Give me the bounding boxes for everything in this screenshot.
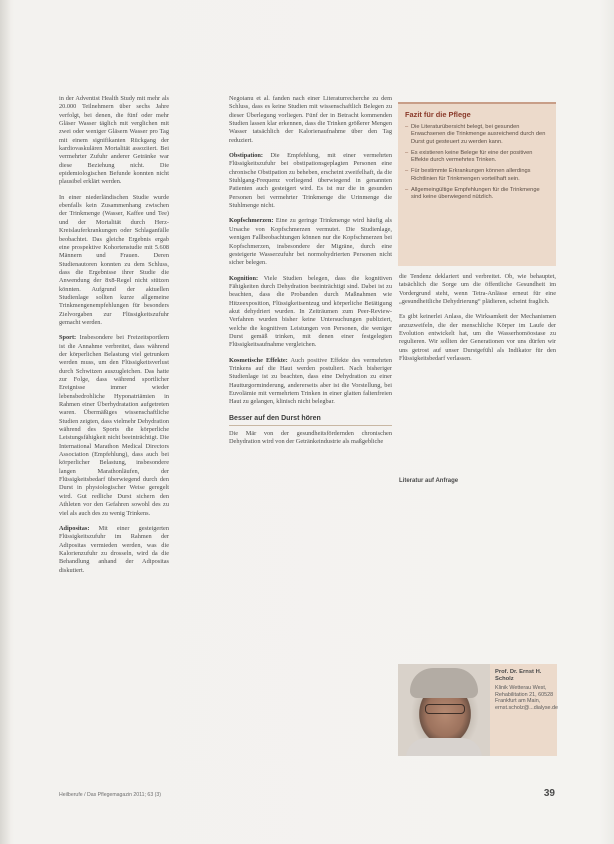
- author-glasses: [425, 704, 465, 714]
- fact-box-item: – Allgemeingültige Empfehlungen für die Trinkmenge sind keine überwiegend nützlich.: [405, 187, 540, 201]
- page-number: 39: [543, 788, 555, 799]
- paragraph: die Tendenz deklariert und verbreitet. Ob, wie behauptet, tatsächlich die Sorge um die öffentliche Gesundheit im Vordergrund steht, wenn Tetra-Anlässe erneut für eine „gesundheitliche Dehydrierung“ plädieren, scheint fraglich.: [399, 273, 556, 306]
- paragraph-adipositas: Adipositas: Mit einer gesteigerten Flüssigkeitszufuhr im Rahmen der Adipositas vermieden werden, was die Kalorienzufuhr zu drosseln, wird da die Behandlung anhand der Adipositas diskutiert.: [59, 524, 169, 574]
- author-box: [398, 664, 557, 756]
- section-heading: Besser auf den Durst hören: [229, 414, 321, 422]
- paragraph-lead: Kosmetische Effekte:: [229, 356, 288, 364]
- paragraph-obstipation: Obstipation: Die Empfehlung, mit einer vermehrten Flüssigkeitszufuhr bei obstipationsgeplagten Personen eine chronische Obstipation zu beheben, erscheint zweifelhaft, da die Stuhlgang-Frequenz vorliegend überwiegend in genannten Patienten auch gesteigert wird. Es ist nur die in gesunden Personen bei vermehrter Trinkmenge die Urinmenge die Stuhlmenge nicht.: [229, 152, 393, 210]
- paragraph: in der Adventist Health Study mit mehr als 20.000 Teilnehmern über sechs Jahre verfolgt, bei denen, die fünf oder mehr Gläser Wasser täglich mit verglichen mit zwei oder weniger Gläsern Wasser pro Tag mit einem signifikanten Rückgang der kardiovaskulären Mortalität assoziiert. Bei vermehrter Zufuhr anderer Getränke war diese Beziehung nicht. Die epidemiologischen Befunde konnten nicht plausibel erklärt werden.: [59, 95, 169, 186]
- paragraph-kognition: Kognition: Viele Studien belegen, dass die kognitiven Fähigkeiten durch Dehydration beeinträchtigt sind. Dabei ist zu beachten, dass die Probanden durch Maßnahmen wie Hitzeexposition, Flüssigkeitsentzug und körperliche Betätigung akut dehydriert wurden. In Zeiträumen zum Peer-Review-Verfahren wurden bisher keine Untersuchungen publiziert, welche die kognitiven Leistungen von Personen, die weniger Durst gemäß trinken, mit denen einer festgelegten Flüssigkeitsaufnahme vergleichen.: [229, 274, 392, 349]
- author-hair: [410, 668, 478, 698]
- paragraph-lead: Kopfschmerzen:: [229, 217, 274, 225]
- author-shirt: [406, 738, 482, 756]
- author-name: Prof. Dr. Ernst H. Scholz: [495, 669, 542, 682]
- page-footer: [59, 790, 555, 802]
- text-column-1: [59, 95, 169, 582]
- fact-box-title: Fazit für die Pflege: [405, 110, 471, 119]
- paragraph: Negoianu et al. fanden nach einer Literaturrecherche zu dem Schluss, dass es keine Studien mit wissenschaftlich Belegen zu dieser Überlegung vorliegen. Fünf der in Betracht kommenden Studien lassen klar erkennen, dass die Trinken größerer Mengen Wasser tatsächlich der Kalorienaufnahme über den Tag reduziert.: [229, 95, 392, 144]
- paragraph-lead: Obstipation:: [229, 152, 263, 160]
- author-photo: [398, 664, 490, 756]
- fact-box: [398, 102, 556, 266]
- fact-box-item: – Die Literaturübersicht belegt, bei gesunden Erwachsenen die Trinkmenge ausreichend durch den Durst gut gesteuert zu werden kann.: [405, 124, 546, 145]
- section-divider: [229, 425, 392, 426]
- paragraph-kosmetik: Kosmetische Effekte: Auch positive Effekte des vermehrten Trinkens auf die Haut werden postuliert. Nach bisheriger Studienlage ist zu beachten, dass eine Dehydration zu einer Hautturgorminderung, andererseits aber ist die Vorstellung, bei Euvolämie mit vermehrtem Trinken in einer glatten faltenfreien Haut zu gelangen, klinisch nicht belegbar.: [229, 356, 392, 406]
- paragraph-lead: Kognition:: [229, 274, 259, 282]
- paragraph: In einer niederländischen Studie wurde ebenfalls kein Zusammenhang zwischen der Trinkmenge (Wasser, Kaffee und Tee) und der Mortalität durch Herz-Kreislauferkrankungen oder Schlaganfälle beobachtet. Das gleiche Ergebnis ergab eine prospektive Kohortenstudie mit 5.608 Männern und Frauen. Deren Studienautoren konnten zu dem Schluss, dass die Ergebnisse ihrer Studie die Anwendung der 8x8-Regel nicht stützen könnten. Aufgrund der aktuellen Studienlage sollten kurze allgemeine Trinkmengenempfehlungen für besonders Zielvorgaben zur Flüssigkeitszufuhr gemacht werden.: [59, 193, 169, 326]
- paragraph: Es gibt keinerlei Anlass, die Wirksamkeit der Mechanismen anzuzweifeln, die der menschliche Körper im Laufe der Evolution entwickelt hat, um die Wasserhomöostase zu regulieren. Wir sollten der Generationen vor uns dürfen wir uns getrost auf unser Durstgefühl als Indikator für den Flüssigkeitsbedarf verlassen.: [399, 313, 556, 363]
- literature-note: Literatur auf Anfrage: [399, 478, 459, 484]
- paragraph-lead: Sport:: [59, 334, 77, 342]
- text-column-3: [399, 273, 556, 370]
- paragraph: Die Mär von der gesundheitsfördernden chronischen Dehydration wird von der Getränkeindustrie als maßgebliche: [229, 429, 392, 446]
- paragraph-lead: Adipositas:: [59, 524, 90, 532]
- text-column-2: [229, 95, 392, 453]
- author-address: Klinik Wetterau West, Rehabilitation 21, 60528 Frankfurt am Main, ernst.scholz@...dialyse.de: [495, 685, 559, 711]
- page-binding-shadow: [0, 0, 10, 844]
- fact-box-item: – Es existieren keine Belege für eine der positiven Effekte durch vermehrtes Trinken.: [405, 149, 533, 164]
- paragraph-sport: Sport: Insbesondere bei Freizeitsportlern ist die Annahme verbreitet, dass während der körperlichen Belastung viel getrunken werden muss, um den Flüssigkeitsverlust durch Schwitzen auszugleichen. Das hatte zur Folge, dass während sportlicher Ereignisse immer wieder lebensbedrohliche Hyponatriämien in Rahmen einer Überhydratation aufgetreten waren. Übermäßiges wissenschaftliche Studien zeigten, dass vielmehr Dehydration während des Sports die körperliche Leistungsfähigkeit nicht beeinträchtigt. Die International Marathon Medical Directors Association (Empfehlung), dass auch bei körperlicher Belastung, insbesondere langen Marathonläufen, der Flüssigkeitsbedarf überwiegend durch den Durst in physiologischer Weise geregelt wird. Gut redliche Durst sichern den Athleten vor den Gefahren sowohl des zu viel als auch des zu wenig Trinkens.: [59, 334, 169, 517]
- fact-box-item: – Für bestimmte Erkrankungen können allerdings Richtlinien für Trinkmengen vorteilhaft sein.: [405, 168, 531, 182]
- author-info: [495, 669, 559, 711]
- journal-name: Heilberufe / Das Pflegemagazin 2011; 63 (3): [59, 792, 161, 798]
- paragraph-kopfschmerzen: Kopfschmerzen: Eine zu geringe Trinkmenge wird häufig als Ursache von Kopfschmerzen vermutet. Die Studienlage, wenigen Fallbeobachtungen können nur die Kopfschmerzen bei Kopfschmerzen, insbesondere der Migräne, durch eine gesteigerte Wasserzufuhr bei normohydrierten Personen nicht sicher belegen.: [229, 217, 392, 267]
